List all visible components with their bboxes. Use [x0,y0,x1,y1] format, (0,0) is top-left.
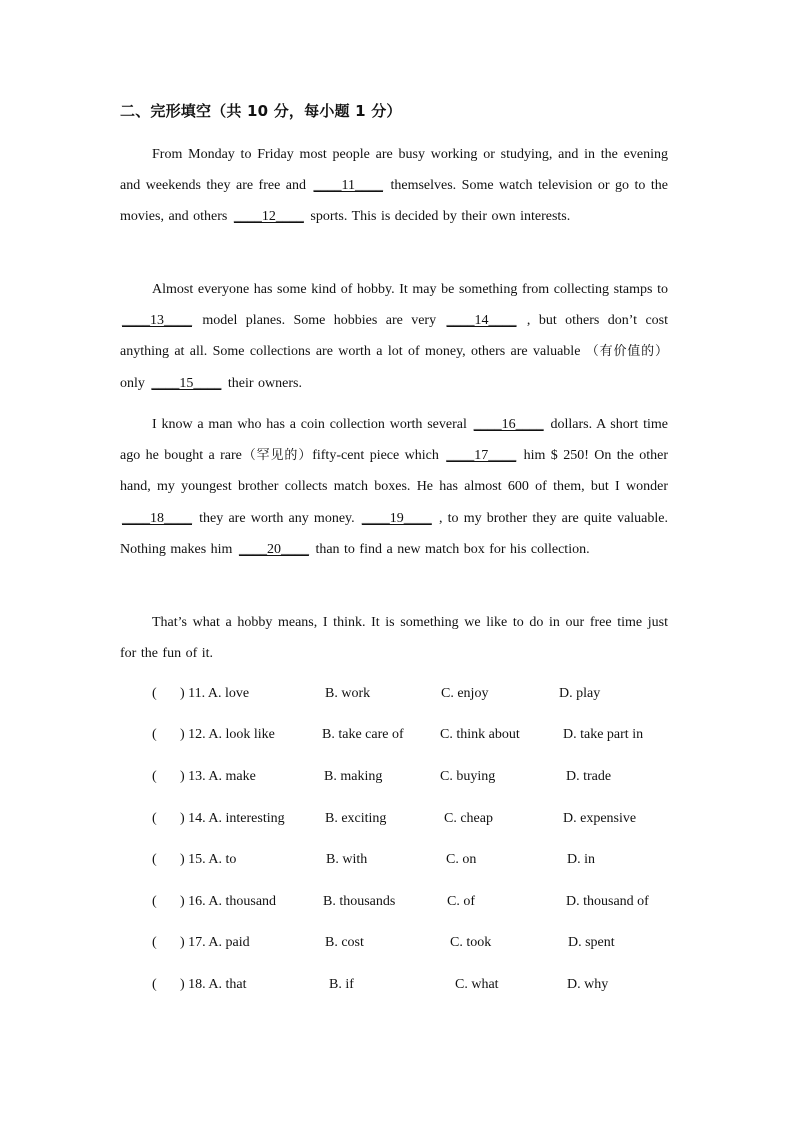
blank-17: ____17____ [446,448,517,464]
blank-12: ____12____ [233,209,304,225]
passage-text: , to my brother they are quite valuable. Nothing makes him [120,510,668,557]
option-c: C. buying [440,769,496,784]
passage-text: themselves. Some watch television or go to the movies, and others [120,178,668,225]
answer-bracket[interactable]: ( [152,852,157,867]
chinese-gloss: （有价值的） [585,344,668,360]
option-a: ) 18. A. that [180,977,247,992]
option-a: ) 15. A. to [180,852,237,867]
option-c: C. think about [440,727,520,742]
option-b: B. work [325,686,371,701]
option-b: B. making [324,769,383,784]
option-a: ) 14. A. interesting [180,811,285,826]
passage-text: only [120,375,150,391]
question-row [152,852,672,872]
blank-19: ____19____ [361,510,432,526]
option-d: D. why [567,977,609,992]
passage-text: fifty-cent piece which [312,448,445,464]
option-c: C. took [450,935,492,950]
answer-bracket[interactable]: ( [152,727,157,742]
passage-paragraph-2 [120,274,668,399]
option-d: D. thousand of [566,894,649,909]
option-d: D. in [567,852,595,867]
answer-bracket[interactable]: ( [152,977,157,992]
blank-14: ____14____ [446,313,517,329]
passage-text: they are worth any money. [194,510,360,526]
option-d: D. take part in [563,727,644,742]
answer-bracket[interactable]: ( [152,811,157,826]
option-a: ) 16. A. thousand [180,894,277,909]
option-d: D. spent [568,935,615,950]
passage-text: their owners. [223,375,302,391]
passage-paragraph-4 [120,607,668,669]
option-c: C. cheap [444,811,493,826]
passage-text: sports. This is decided by their own interests. [305,209,571,225]
option-c: C. enjoy [441,686,489,701]
answer-bracket[interactable]: ( [152,769,157,784]
passage-text: , but others don’t cost anything at all. Some collections are worth a lot of money, others are valuable [120,313,668,360]
option-b: B. take care of [322,727,404,742]
option-b: B. thousands [323,894,396,909]
option-c: C. on [446,852,477,867]
blank-13: ____13____ [122,313,192,329]
option-a: ) 11. A. love [180,686,250,701]
passage-paragraph-1 [120,139,668,233]
chinese-gloss: （罕见的） [241,448,313,464]
question-row [152,686,672,706]
option-c: C. of [447,894,475,909]
blank-18: ____18____ [122,510,192,526]
question-row [152,811,672,831]
option-b: B. cost [325,935,364,950]
passage-text: I know a man who has a coin collection worth several [152,417,472,432]
passage-text: From Monday to Friday most people are busy working or studying, and in the evening and weekends they are free and [120,147,668,194]
option-b: B. exciting [325,811,387,826]
passage-text: than to find a new match box for his collection. [310,541,590,557]
option-a: ) 12. A. look like [180,727,275,742]
blank-20: ____20____ [238,541,309,557]
question-row [152,727,672,747]
question-row [152,894,672,914]
answer-bracket[interactable]: ( [152,686,157,701]
passage-text: dollars. A short time ago he bought a rare [120,417,668,464]
option-b: B. with [326,852,368,867]
option-d: D. trade [566,769,612,784]
passage-text: him $ 250! On the other hand, my youngest brother collects match boxes. He has almost 600 of them, but I wonder [120,448,669,495]
option-a: ) 13. A. make [180,769,256,784]
option-a: ) 17. A. paid [180,935,250,950]
blank-15: ____15____ [151,375,222,391]
passage-paragraph-3 [120,409,668,565]
answer-bracket[interactable]: ( [152,894,157,909]
option-b: B. if [329,977,354,992]
option-d: D. play [559,686,601,701]
answer-bracket[interactable]: ( [152,935,157,950]
question-row [152,769,672,789]
passage-text: model planes. Some hobbies are very [194,313,445,329]
option-c: C. what [455,977,499,992]
section-title: 二、完形填空（共 10 分，每小题 1 分） [120,102,402,120]
question-row [152,935,672,955]
blank-16: ____16____ [473,417,544,432]
option-d: D. expensive [563,811,637,826]
passage-text: That’s what a hobby means, I think. It is something we like to do in our free time just for the fun of it. [120,615,668,662]
blank-11: ____11____ [313,178,383,194]
passage-text: Almost everyone has some kind of hobby. It may be something from collecting stamps to [152,282,668,297]
question-row [152,977,672,997]
